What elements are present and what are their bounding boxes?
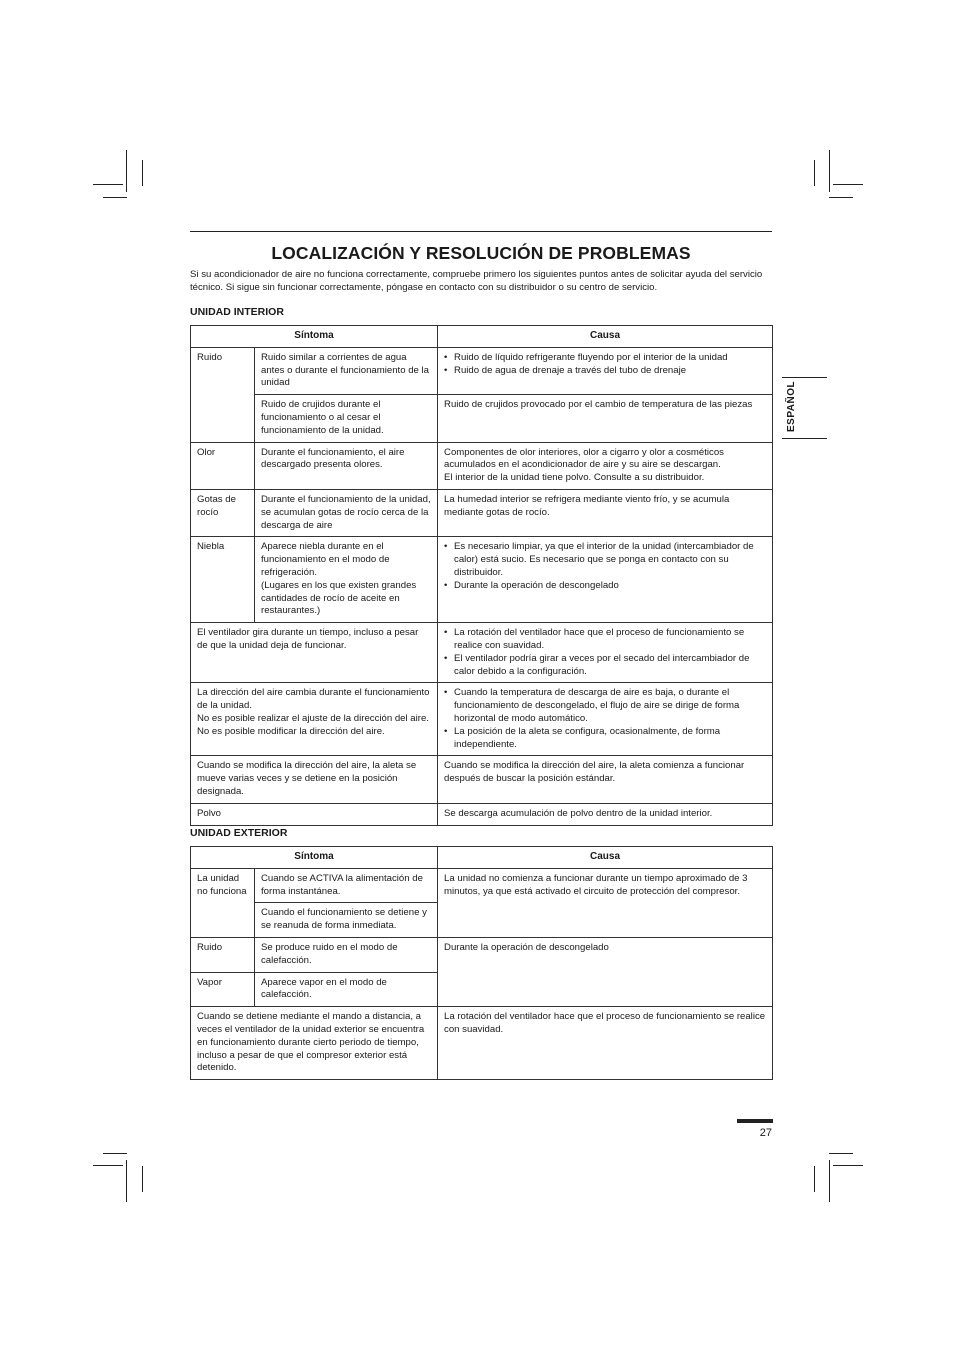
crop-mark [833,1165,863,1166]
cause-item: • Durante la operación de descongelado [454,580,766,593]
symptom-category: Ruido [191,937,255,972]
symptom-category: Vapor [191,972,255,1007]
symptom-category: Ruido [191,347,255,442]
table-row [191,683,773,756]
table-header-row [191,326,773,348]
cause-cell: Durante la operación de descongelado [438,937,773,1006]
cause-cell [438,537,773,623]
table-row [191,937,773,972]
table-row [191,756,773,803]
cause-line: El interior de la unidad tiene polvo. Consulte a su distribuidor. [444,472,705,484]
section-heading-outdoor: UNIDAD EXTERIOR [190,827,288,839]
intro-paragraph: Si su acondicionador de aire no funciona correctamente, compruebe primero los siguientes puntos antes de solicitar ayuda del servicio técnico. Si sigue sin funcionar correctamente, póngase en contacto con su distribuidor o su centro de servicio. [190,269,763,293]
symptom-cell [255,537,438,623]
symptom-category: La unidad no funciona [191,868,255,937]
symptom-cell [191,683,438,756]
page-number-bar [737,1119,773,1123]
symptom-cell: Ruido de crujidos durante el funcionamiento o al cesar el funcionamiento de la unidad. [255,395,438,442]
crop-mark [103,1153,127,1154]
crop-mark [126,150,127,192]
symptom-line: Aparece niebla durante en el funcionamiento en el modo de refrigeración. [261,541,390,578]
table-header-row [191,847,773,869]
table-row [191,868,773,903]
symptom-cell: Cuando el funcionamiento se detiene y se reanuda de forma inmediata. [255,903,438,938]
symptom-cell: Durante el funcionamiento de la unidad, se acumulan gotas de rocío cerca de la descarga de aire [255,489,438,536]
page-title: LOCALIZACIÓN Y RESOLUCIÓN DE PROBLEMAS [271,243,691,263]
crop-mark [142,160,143,186]
symptom-cell: Durante el funcionamiento, el aire descargado presenta olores. [255,442,438,489]
table-row [191,442,773,489]
outdoor-table [190,846,773,1080]
cause-cell [438,347,773,394]
table-row [191,347,773,394]
table-row [191,395,773,442]
symptom-cell: Ruido similar a corrientes de agua antes o durante el funcionamiento de la unidad [255,347,438,394]
language-tab-label: ESPAÑOL [786,380,797,432]
symptom-cell: Polvo [191,803,438,825]
cause-cell: Se descarga acumulación de polvo dentro de la unidad interior. [438,803,773,825]
crop-mark [142,1166,143,1192]
crop-mark [93,1165,123,1166]
symptom-line: (Lugares en los que existen grandes cantidades de rocío de aceite en restaurantes.) [261,579,417,617]
crop-mark [829,150,830,192]
table-row [191,1007,773,1080]
cause-cell: La humedad interior se refrigera mediante viento frío, y se acumula mediante gotas de rocío. [438,489,773,536]
header-rule [190,231,772,232]
header-symptom: Síntoma [191,847,438,869]
header-symptom: Síntoma [191,326,438,348]
cause-cell: Ruido de crujidos provocado por el cambio de temperatura de las piezas [438,395,773,442]
indoor-table [190,325,773,826]
cause-cell [438,623,773,683]
symptom-cell: Se produce ruido en el modo de calefacción. [255,937,438,972]
cause-item: • Cuando la temperatura de descarga de aire es baja, o durante el funcionamiento de descongelado, el flujo de aire se dirige de forma horizontal de modo automático. [454,687,766,725]
crop-mark [833,184,863,185]
cause-item: • Ruido de agua de drenaje a través del tubo de drenaje [454,365,766,378]
symptom-line: No es posible modificar la dirección del aire. [197,725,385,737]
cause-cell: La unidad no comienza a funcionar durante un tiempo aproximado de 3 minutos, ya que está activado el circuito de protección del compresor. [438,868,773,937]
crop-mark [103,197,127,198]
cause-item: • Ruido de líquido refrigerante fluyendo por el interior de la unidad [454,352,766,365]
table-row [191,489,773,536]
symptom-cell: El ventilador gira durante un tiempo, incluso a pesar de que la unidad deja de funcionar. [191,623,438,683]
crop-mark [814,160,815,186]
symptom-line: No es posible realizar el ajuste de la dirección del aire. [197,712,429,724]
symptom-category: Niebla [191,537,255,623]
cause-item: • La posición de la aleta se configura, ocasionalmente, de forma independiente. [454,726,766,752]
page-number: 27 [759,1127,772,1139]
crop-mark [126,1160,127,1202]
symptom-category: Olor [191,442,255,489]
symptom-line: La dirección del aire cambia durante el funcionamiento de la unidad. [197,687,430,712]
header-cause: Causa [438,847,773,869]
crop-mark [814,1166,815,1192]
cause-line: Componentes de olor interiores, olor a cigarro y olor a cosméticos acumulados en el acondicionador de aire y su aire se descargan. [444,446,724,471]
symptom-cell: Cuando se detiene mediante el mando a distancia, a veces el ventilador de la unidad exterior se encuentra en funcionamiento durante cierto periodo de tiempo, incluso a pesar de que el compresor exterior está detenido. [191,1007,438,1080]
table-row [191,623,773,683]
cause-item: • La rotación del ventilador hace que el proceso de funcionamiento se realice con suavidad. [454,627,766,653]
cause-cell [438,683,773,756]
cause-cell [438,442,773,489]
cause-item: • Es necesario limpiar, ya que el interior de la unidad (intercambiador de calor) está sucio. Es necesario que se ponga en contacto con su distribuidor. [454,541,766,579]
crop-mark [829,1153,853,1154]
symptom-category: Gotas de rocío [191,489,255,536]
table-row [191,803,773,825]
header-cause: Causa [438,326,773,348]
crop-mark [93,184,123,185]
crop-mark [829,1160,830,1202]
cause-cell: Cuando se modifica la dirección del aire, la aleta comienza a funcionar después de buscar la posición estándar. [438,756,773,803]
symptom-cell: Aparece vapor en el modo de calefacción. [255,972,438,1007]
table-row [191,537,773,623]
symptom-cell: Cuando se ACTIVA la alimentación de forma instantánea. [255,868,438,903]
symptom-cell: Cuando se modifica la dirección del aire, la aleta se mueve varias veces y se detiene en la posición designada. [191,756,438,803]
cause-cell: La rotación del ventilador hace que el proceso de funcionamiento se realice con suavidad. [438,1007,773,1080]
crop-mark [829,197,853,198]
section-heading-indoor: UNIDAD INTERIOR [190,306,284,318]
cause-item: • El ventilador podría girar a veces por el secado del intercambiador de calor debido a la configuración. [454,653,766,679]
